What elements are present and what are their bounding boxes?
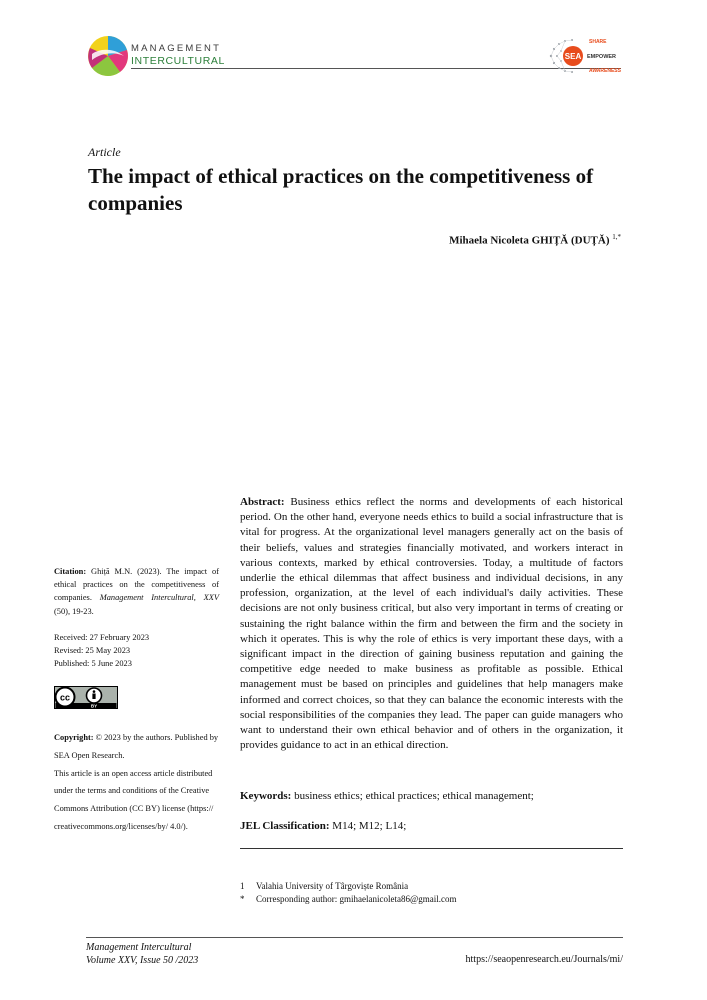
keywords-text: business ethics; ethical practices; ethical management; bbox=[294, 790, 534, 802]
footer-journal-info bbox=[86, 941, 198, 967]
svg-text:cc: cc bbox=[59, 692, 71, 703]
abstract-text: Business ethics reflect the norms and developments of each historical period. On the other hand, everyone needs ethics to build a social infrastructure that is vital for progress. At the organizational level managers generally act on the basis of their beliefs, values and strategies financially motivated, and workers interact in various contexts, marked by ethical controversies. Today, a multitude of factors underlie the ethical dilemmas that affect business and individual decisions, in any profession, organization, at the level of each individual's daily activities. These decisions are not only business critical, but also very important in terms of creating or sustaining the right balance within the firm and between the firm and the society in which it operates. This is why the role of ethics is very important these days, with a significant impact in the direction of gaining business reputation and gaining the competitive edge needed to make business as profitable as possible. Ethical management must be based on principles and guidelines that help managers make informed and correct choices, so that they can balance the economic interests with the social responsibilities of the companies they lead. The paper can guide managers who want to understand their own ethical behavior and of others in the organization, it provides guidance to act in an ethical direction. bbox=[240, 496, 624, 752]
citation-label: Citation: bbox=[54, 567, 87, 576]
footer-divider bbox=[86, 937, 623, 938]
keywords bbox=[240, 789, 623, 804]
footnotes bbox=[240, 880, 457, 906]
citation-text: Ghiță M.N. (2023). The impact of ethical practices on the competitiveness of companies. bbox=[54, 567, 219, 603]
keywords-label: Keywords: bbox=[240, 790, 292, 802]
sea-logo-sea: SEA bbox=[564, 52, 582, 61]
logo-line-2: INTERCULTURAL bbox=[131, 55, 225, 67]
abstract bbox=[240, 495, 623, 753]
footer-volume: Volume XXV, Issue 50 /2023 bbox=[86, 955, 199, 966]
abstract-divider bbox=[240, 848, 623, 849]
sea-logo-awareness: AWARENESS bbox=[589, 68, 621, 74]
received-date: Received: 27 February 2023 bbox=[54, 633, 150, 642]
management-intercultural-logo-icon bbox=[86, 34, 130, 78]
citation-issue: (50), 19-23. bbox=[54, 606, 94, 616]
citation bbox=[54, 565, 219, 618]
abstract-label: Abstract: bbox=[240, 496, 285, 508]
footer-url-link[interactable]: https://seaopenresearch.eu/Journals/mi/ bbox=[465, 954, 623, 965]
revised-date: Revised: 25 May 2023 bbox=[54, 646, 131, 656]
citation-journal: Management Intercultural, XXV bbox=[99, 593, 220, 603]
footnote-text: Valahia University of Târgoviște România bbox=[256, 881, 409, 891]
author-name: Mihaela Nicoleta GHIȚĂ (DUȚĂ) bbox=[449, 234, 610, 247]
footnote-affiliation bbox=[240, 880, 457, 893]
sea-logo-empower: EMPOWER bbox=[587, 54, 617, 60]
footnote-mark: * bbox=[240, 894, 245, 904]
author-line bbox=[449, 233, 621, 247]
cc-by-label: BY bbox=[90, 703, 98, 709]
article-dates bbox=[54, 631, 149, 671]
article-title: The impact of ethical practices on the competitiveness of companies bbox=[88, 164, 594, 215]
author-affiliation-mark: 1,* bbox=[612, 233, 621, 241]
footnote-corresponding bbox=[240, 893, 457, 906]
footnote-mark: 1 bbox=[240, 881, 245, 891]
sea-logo-share: SHARE bbox=[589, 39, 607, 45]
footnote-text: Corresponding author: gmihaelanicoleta86@gmail.com bbox=[256, 894, 457, 904]
copyright-text: © 2023 by the authors. Published by SEA Open Research. bbox=[54, 733, 219, 760]
license-text: This article is an open access article distributed under the terms and conditions of the Creative Commons Attribution (CC BY) license (https:// creativecommons.org/licenses/by/ 4.0/). bbox=[54, 768, 214, 831]
footer-journal-name: Management Intercultural bbox=[86, 942, 192, 953]
sea-logo-icon bbox=[545, 34, 625, 78]
logo-line-1: MANAGEMENT bbox=[131, 43, 222, 54]
jel-label: JEL Classification: bbox=[240, 820, 330, 832]
copyright-label: Copyright: bbox=[54, 733, 94, 742]
published-date: Published: 5 June 2023 bbox=[54, 659, 132, 669]
jel-text: M14; M12; L14; bbox=[332, 820, 407, 832]
jel-classification bbox=[240, 819, 623, 834]
journal-logo-text bbox=[131, 43, 225, 67]
article-type: Article bbox=[88, 145, 121, 159]
copyright bbox=[54, 729, 219, 836]
cc-by-license-icon bbox=[54, 686, 118, 709]
